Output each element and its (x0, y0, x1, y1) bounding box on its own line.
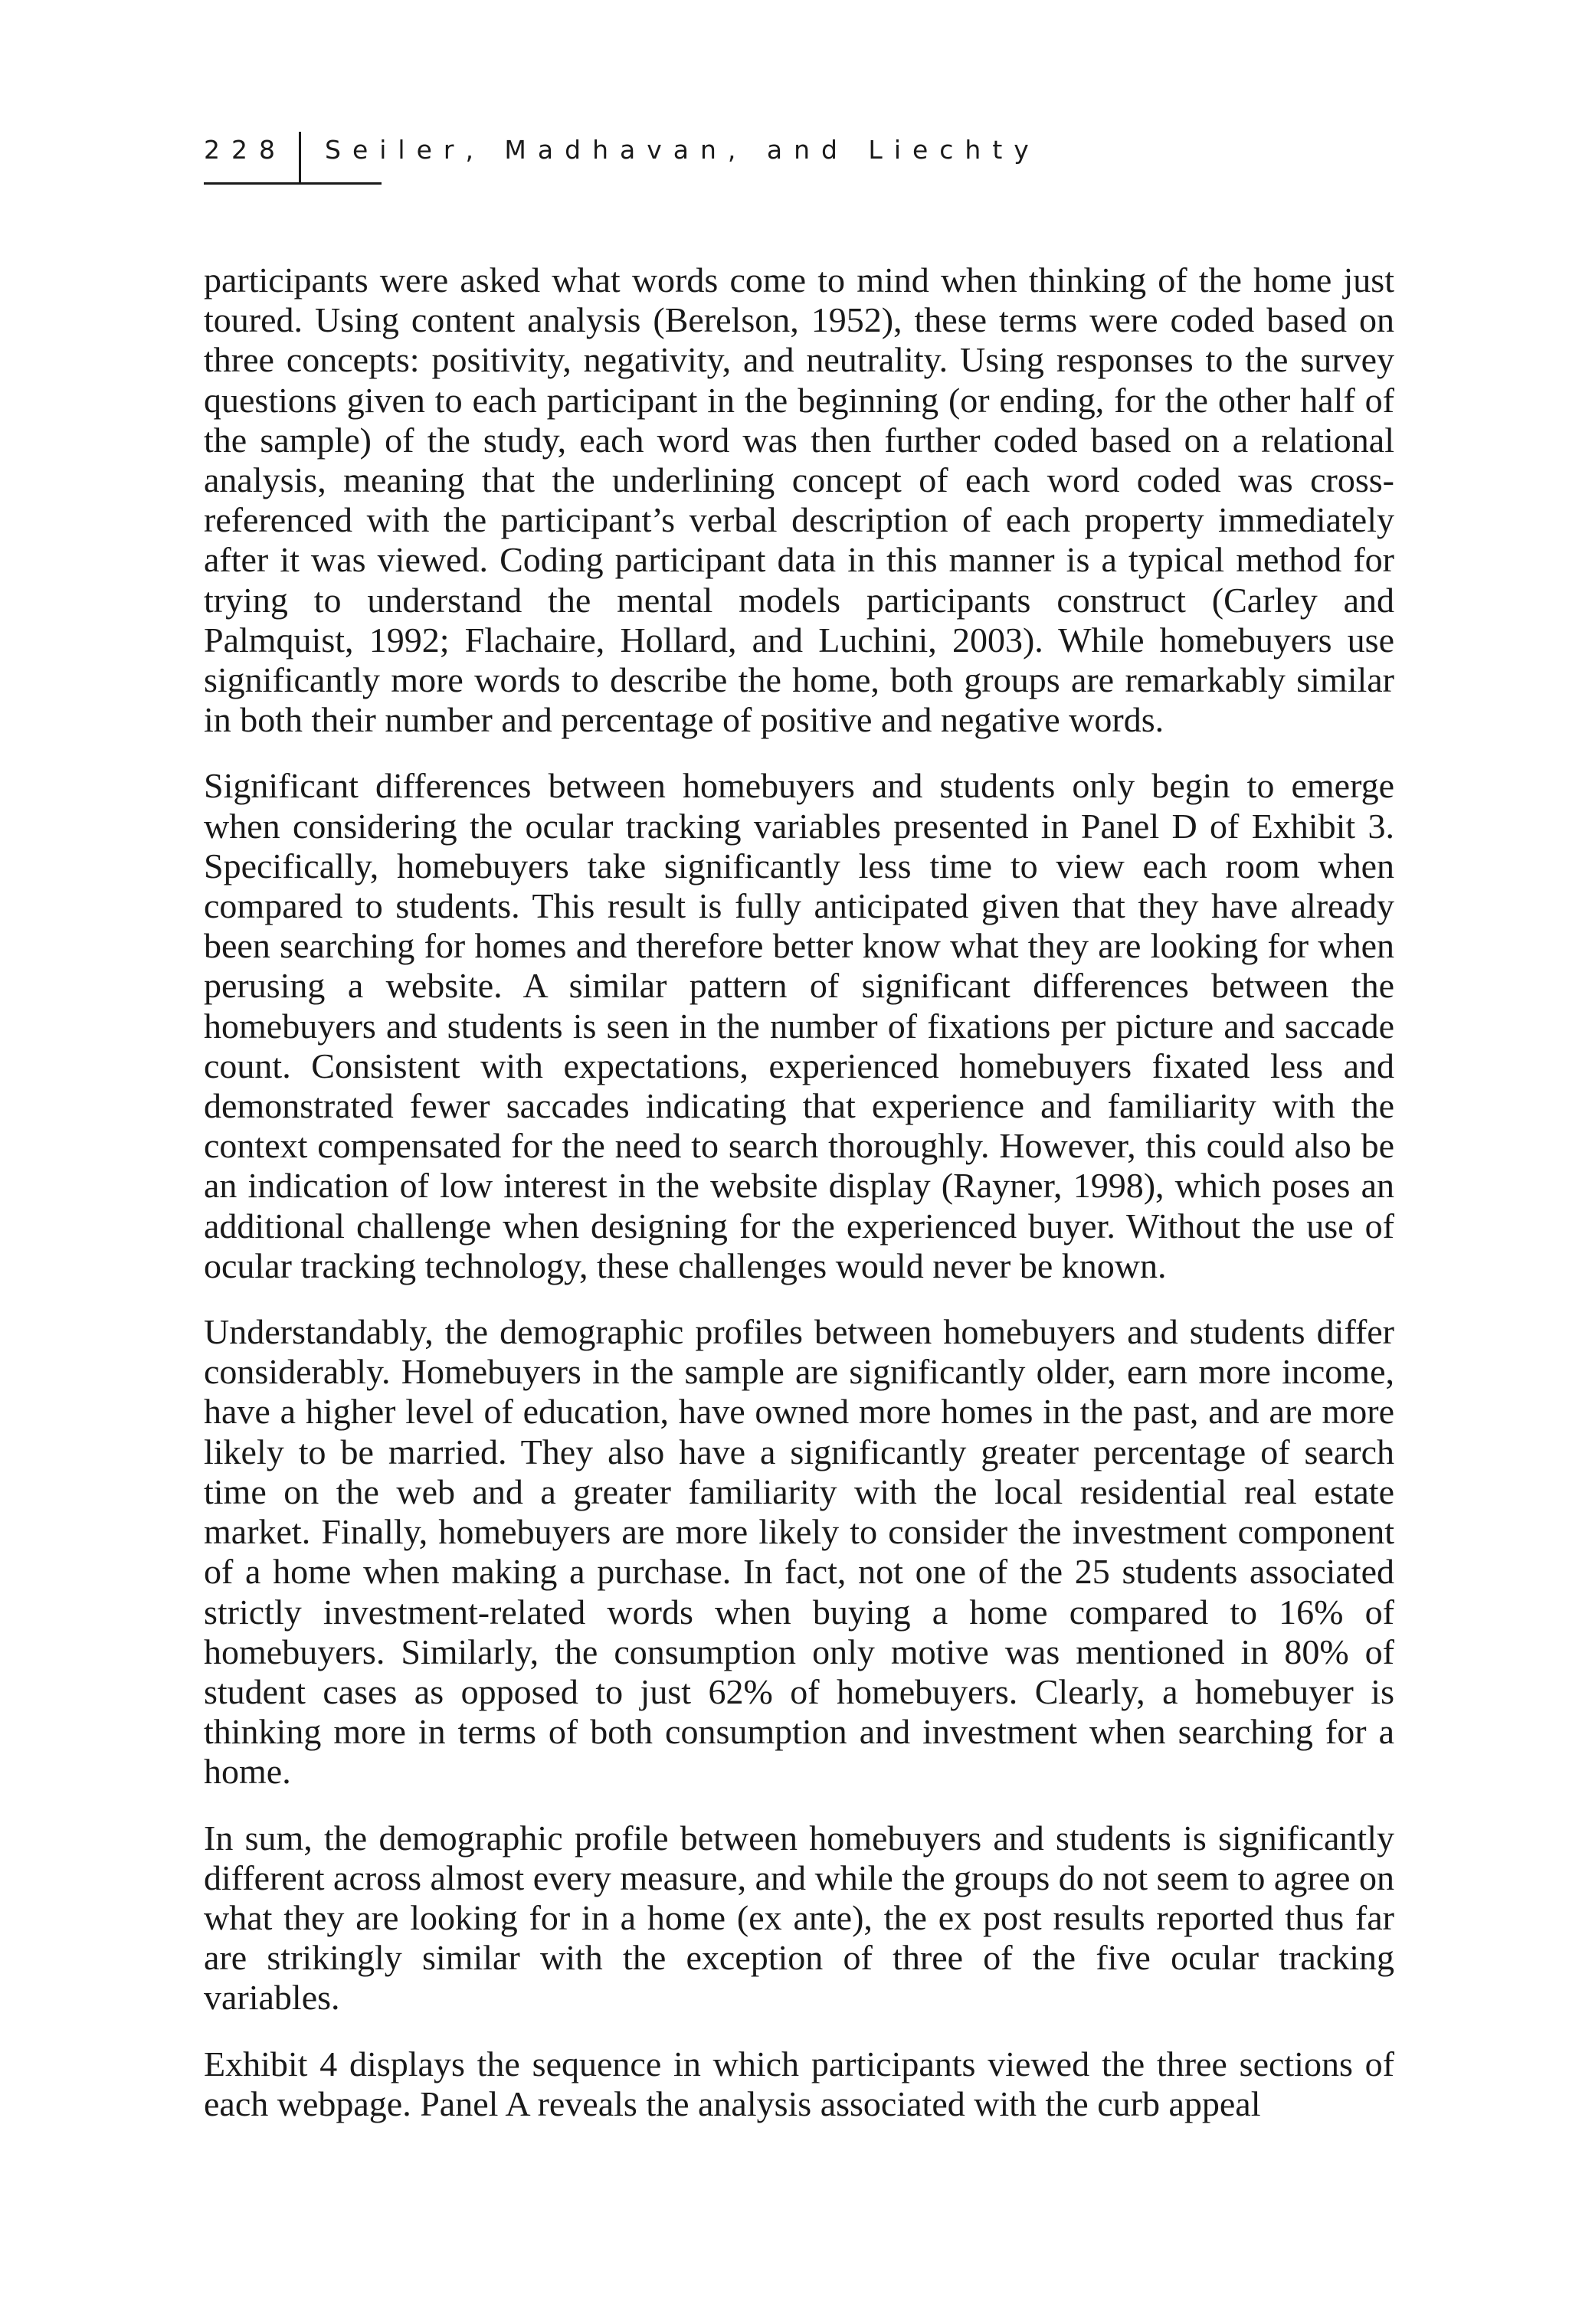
body-text (204, 260, 1394, 2150)
paragraph: Understandably, the demographic profiles between homebuyers and students differ considerably. Homebuyers in the sample are significantly older, earn more income, have a higher level of education, have owned more homes in the past, and are more likely to be married. They also have a significantly greater percentage of search time on the web and a greater familiarity with the local residential real estate market. Finally, homebuyers are more likely to consider the investment component of a home when making a purchase. In fact, not one of the 25 students associated strictly investment-related words when buying a home compared to 16% of homebuyers. Similarly, the consumption only motive was mentioned in 80% of student cases as opposed to just 62% of homebuyers. Clearly, a homebuyer is thinking more in terms of both consumption and investment when searching for a home. (204, 1312, 1394, 1792)
paragraph: participants were asked what words come to mind when thinking of the home just toured. Using content analysis (Berelson, 1952), these terms were coded based on three concepts: positivity, negativity, and neutrality. Using responses to the survey questions given to each participant in the beginning (or ending, for the other half of the sample) of the study, each word was then further coded based on a relational analysis, meaning that the underlining concept of each word coded was cross-referenced with the participant’s verbal description of each property immediately after it was viewed. Coding participant data in this manner is a typical method for trying to understand the mental models participants construct (Carley and Palmquist, 1992; Flachaire, Hollard, and Luchini, 2003). While homebuyers use significantly more words to describe the home, both groups are remarkably similar in both their number and percentage of positive and negative words. (204, 260, 1394, 740)
page-number: 228 (204, 135, 287, 165)
paragraph: Significant differences between homebuyers and students only begin to emerge when considering the ocular tracking variables presented in Panel D of Exhibit 3. Specifically, homebuyers take significantly less time to view each room when compared to students. This result is fully anticipated given that they have already been searching for homes and therefore better know what they are looking for when perusing a website. A similar pattern of significant differences between the homebuyers and students is seen in the number of fixations per picture and saccade count. Consistent with expectations, experienced homebuyers fixated less and demonstrated fewer saccades indicating that experience and familiarity with the context compensated for the need to search thoroughly. However, this could also be an indication of low interest in the website display (Rayner, 1998), which poses an additional challenge when designing for the experienced buyer. Without the use of ocular tracking technology, these challenges would never be known. (204, 766, 1394, 1285)
header-vertical-rule (299, 132, 301, 182)
paragraph: Exhibit 4 displays the sequence in which participants viewed the three sections of each webpage. Panel A reveals the analysis associated with the curb appeal (204, 2044, 1394, 2123)
header-horizontal-rule (204, 182, 382, 185)
paragraph: In sum, the demographic profile between homebuyers and students is significantly different across almost every measure, and while the groups do not seem to agree on what they are looking for in a home (ex ante), the ex post results reported thus far are strikingly similar with the exception of three of the five ocular tracking variables. (204, 1818, 1394, 2018)
running-head-authors: Seiler, Madhavan, and Liechty (325, 135, 1040, 165)
